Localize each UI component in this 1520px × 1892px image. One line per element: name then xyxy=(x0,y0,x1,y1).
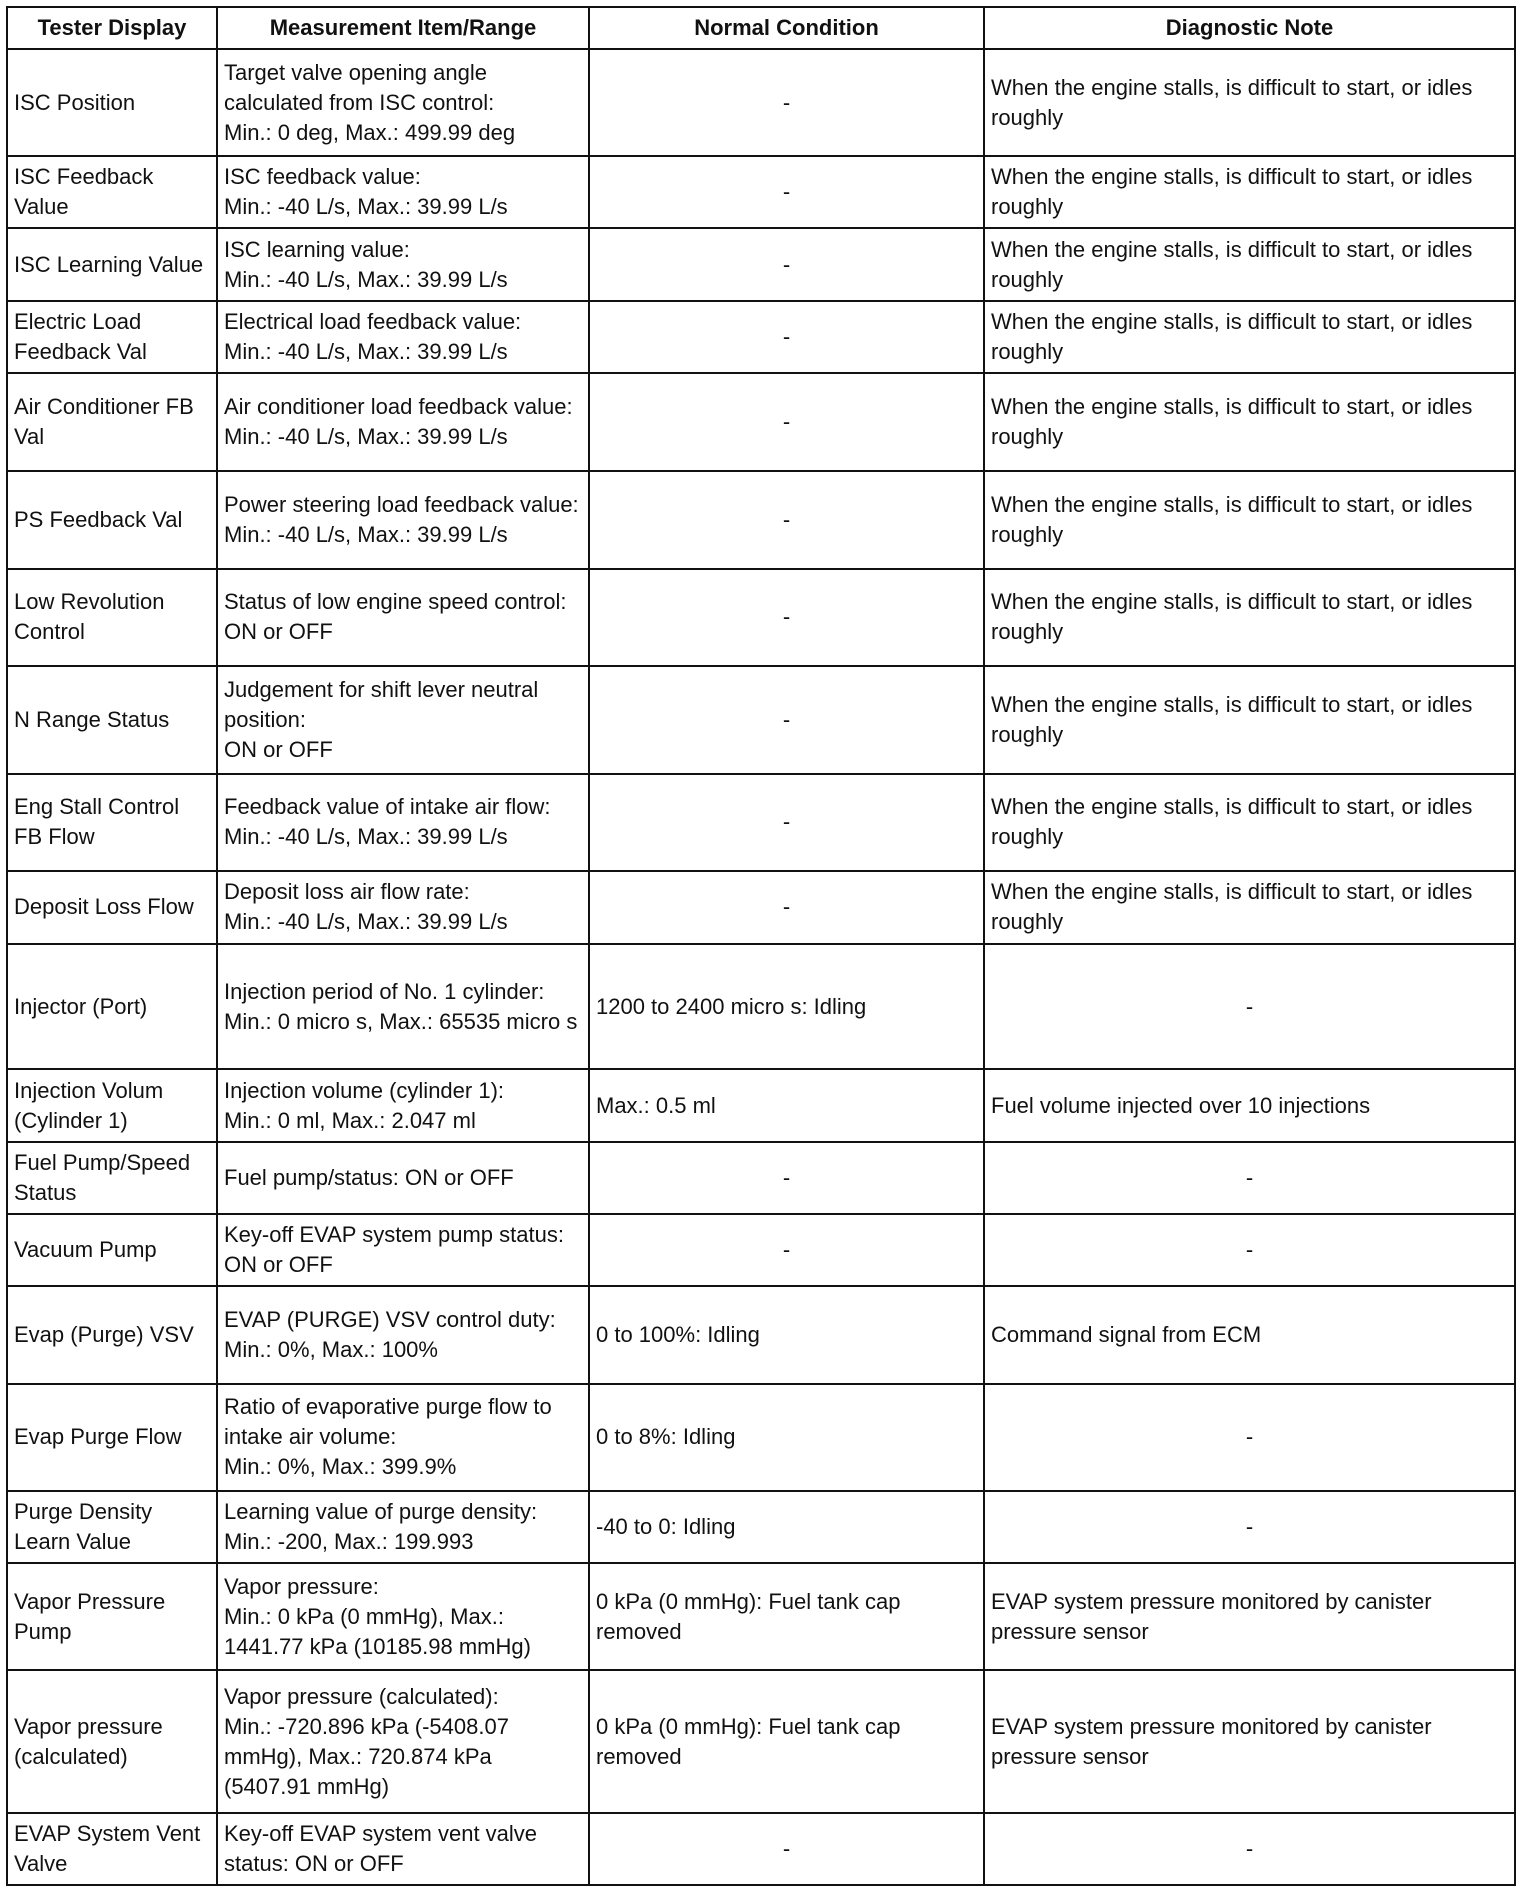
cell-diagnostic-note: - xyxy=(984,1384,1515,1491)
cell-measurement-item: Fuel pump/status: ON or OFF xyxy=(217,1142,589,1214)
cell-diagnostic-note: When the engine stalls, is difficult to start, or idles roughly xyxy=(984,228,1515,300)
cell-diagnostic-note: - xyxy=(984,944,1515,1070)
table-row xyxy=(7,774,1515,872)
cell-measurement-item: Injection period of No. 1 cylinder: Min.: 0 micro s, Max.: 65535 micro s xyxy=(217,944,589,1070)
cell-tester-display: ISC Feedback Value xyxy=(7,156,217,228)
cell-measurement-item: Status of low engine speed control: ON or OFF xyxy=(217,569,589,667)
cell-measurement-item: Electrical load feedback value: Min.: -40 L/s, Max.: 39.99 L/s xyxy=(217,301,589,373)
table-body xyxy=(7,49,1515,1885)
data-list-table-container xyxy=(6,6,1514,1886)
cell-tester-display: Vacuum Pump xyxy=(7,1214,217,1286)
cell-normal-condition: Max.: 0.5 ml xyxy=(589,1069,984,1141)
table-row xyxy=(7,1813,1515,1885)
cell-normal-condition: - xyxy=(589,301,984,373)
cell-normal-condition: - xyxy=(589,471,984,569)
cell-diagnostic-note: Command signal from ECM xyxy=(984,1286,1515,1384)
table-row xyxy=(7,49,1515,156)
cell-diagnostic-note: When the engine stalls, is difficult to start, or idles roughly xyxy=(984,774,1515,872)
cell-measurement-item: Key-off EVAP system pump status: ON or OFF xyxy=(217,1214,589,1286)
cell-normal-condition: - xyxy=(589,1813,984,1885)
cell-normal-condition: - xyxy=(589,373,984,471)
table-row xyxy=(7,1286,1515,1384)
cell-diagnostic-note: - xyxy=(984,1142,1515,1214)
cell-diagnostic-note: - xyxy=(984,1813,1515,1885)
cell-diagnostic-note: When the engine stalls, is difficult to start, or idles roughly xyxy=(984,471,1515,569)
table-row xyxy=(7,569,1515,667)
table-row xyxy=(7,871,1515,943)
table-row xyxy=(7,1491,1515,1563)
table-row xyxy=(7,156,1515,228)
cell-diagnostic-note: EVAP system pressure monitored by canister pressure sensor xyxy=(984,1563,1515,1670)
table-row xyxy=(7,373,1515,471)
cell-diagnostic-note: When the engine stalls, is difficult to start, or idles roughly xyxy=(984,373,1515,471)
cell-normal-condition: -40 to 0: Idling xyxy=(589,1491,984,1563)
table-row xyxy=(7,1670,1515,1812)
header-normal-condition: Normal Condition xyxy=(589,7,984,49)
cell-normal-condition: 0 kPa (0 mmHg): Fuel tank cap removed xyxy=(589,1563,984,1670)
cell-tester-display: EVAP System Vent Valve xyxy=(7,1813,217,1885)
cell-tester-display: Low Revolution Control xyxy=(7,569,217,667)
cell-tester-display: Purge Density Learn Value xyxy=(7,1491,217,1563)
cell-diagnostic-note: - xyxy=(984,1214,1515,1286)
data-list-table xyxy=(6,6,1516,1886)
cell-normal-condition: - xyxy=(589,156,984,228)
cell-measurement-item: Deposit loss air flow rate: Min.: -40 L/s, Max.: 39.99 L/s xyxy=(217,871,589,943)
cell-measurement-item: Feedback value of intake air flow: Min.: -40 L/s, Max.: 39.99 L/s xyxy=(217,774,589,872)
cell-measurement-item: Target valve opening angle calculated from ISC control: Min.: 0 deg, Max.: 499.99 deg xyxy=(217,49,589,156)
cell-measurement-item: Injection volume (cylinder 1): Min.: 0 ml, Max.: 2.047 ml xyxy=(217,1069,589,1141)
cell-measurement-item: ISC learning value: Min.: -40 L/s, Max.: 39.99 L/s xyxy=(217,228,589,300)
cell-measurement-item: Judgement for shift lever neutral position: ON or OFF xyxy=(217,666,589,773)
cell-tester-display: Deposit Loss Flow xyxy=(7,871,217,943)
cell-diagnostic-note: Fuel volume injected over 10 injections xyxy=(984,1069,1515,1141)
cell-normal-condition: 1200 to 2400 micro s: Idling xyxy=(589,944,984,1070)
cell-normal-condition: - xyxy=(589,49,984,156)
table-row xyxy=(7,1142,1515,1214)
cell-diagnostic-note: When the engine stalls, is difficult to start, or idles roughly xyxy=(984,301,1515,373)
cell-diagnostic-note: When the engine stalls, is difficult to start, or idles roughly xyxy=(984,156,1515,228)
table-row xyxy=(7,1384,1515,1491)
header-measurement-item: Measurement Item/Range xyxy=(217,7,589,49)
table-row xyxy=(7,1214,1515,1286)
cell-measurement-item: Ratio of evaporative purge flow to intake air volume: Min.: 0%, Max.: 399.9% xyxy=(217,1384,589,1491)
cell-normal-condition: - xyxy=(589,1214,984,1286)
cell-diagnostic-note: EVAP system pressure monitored by canister pressure sensor xyxy=(984,1670,1515,1812)
header-row xyxy=(7,7,1515,49)
cell-tester-display: ISC Learning Value xyxy=(7,228,217,300)
header-diagnostic-note: Diagnostic Note xyxy=(984,7,1515,49)
cell-tester-display: ISC Position xyxy=(7,49,217,156)
cell-tester-display: Fuel Pump/Speed Status xyxy=(7,1142,217,1214)
cell-normal-condition: - xyxy=(589,228,984,300)
cell-measurement-item: Key-off EVAP system vent valve status: ON or OFF xyxy=(217,1813,589,1885)
cell-normal-condition: - xyxy=(589,774,984,872)
cell-diagnostic-note: When the engine stalls, is difficult to start, or idles roughly xyxy=(984,49,1515,156)
cell-measurement-item: EVAP (PURGE) VSV control duty: Min.: 0%, Max.: 100% xyxy=(217,1286,589,1384)
cell-diagnostic-note: When the engine stalls, is difficult to start, or idles roughly xyxy=(984,569,1515,667)
cell-tester-display: Electric Load Feedback Val xyxy=(7,301,217,373)
table-row xyxy=(7,944,1515,1070)
table-row xyxy=(7,666,1515,773)
cell-tester-display: Evap (Purge) VSV xyxy=(7,1286,217,1384)
cell-normal-condition: 0 kPa (0 mmHg): Fuel tank cap removed xyxy=(589,1670,984,1812)
cell-diagnostic-note: When the engine stalls, is difficult to start, or idles roughly xyxy=(984,666,1515,773)
header-tester-display: Tester Display xyxy=(7,7,217,49)
cell-measurement-item: Vapor pressure: Min.: 0 kPa (0 mmHg), Max.: 1441.77 kPa (10185.98 mmHg) xyxy=(217,1563,589,1670)
table-row xyxy=(7,1069,1515,1141)
table-row xyxy=(7,471,1515,569)
cell-tester-display: Injector (Port) xyxy=(7,944,217,1070)
cell-tester-display: Eng Stall Control FB Flow xyxy=(7,774,217,872)
cell-tester-display: Evap Purge Flow xyxy=(7,1384,217,1491)
cell-tester-display: Injection Volum (Cylinder 1) xyxy=(7,1069,217,1141)
cell-measurement-item: Power steering load feedback value: Min.: -40 L/s, Max.: 39.99 L/s xyxy=(217,471,589,569)
cell-measurement-item: Vapor pressure (calculated): Min.: -720.896 kPa (-5408.07 mmHg), Max.: 720.874 kPa (5407.91 mmHg) xyxy=(217,1670,589,1812)
cell-normal-condition: 0 to 100%: Idling xyxy=(589,1286,984,1384)
cell-tester-display: Air Conditioner FB Val xyxy=(7,373,217,471)
cell-tester-display: PS Feedback Val xyxy=(7,471,217,569)
cell-normal-condition: 0 to 8%: Idling xyxy=(589,1384,984,1491)
cell-diagnostic-note: - xyxy=(984,1491,1515,1563)
cell-normal-condition: - xyxy=(589,666,984,773)
cell-tester-display: Vapor pressure (calculated) xyxy=(7,1670,217,1812)
table-row xyxy=(7,228,1515,300)
table-row xyxy=(7,301,1515,373)
table-row xyxy=(7,1563,1515,1670)
cell-normal-condition: - xyxy=(589,1142,984,1214)
cell-normal-condition: - xyxy=(589,569,984,667)
cell-measurement-item: Air conditioner load feedback value: Min.: -40 L/s, Max.: 39.99 L/s xyxy=(217,373,589,471)
cell-measurement-item: Learning value of purge density: Min.: -200, Max.: 199.993 xyxy=(217,1491,589,1563)
cell-tester-display: N Range Status xyxy=(7,666,217,773)
cell-tester-display: Vapor Pressure Pump xyxy=(7,1563,217,1670)
cell-measurement-item: ISC feedback value: Min.: -40 L/s, Max.: 39.99 L/s xyxy=(217,156,589,228)
cell-normal-condition: - xyxy=(589,871,984,943)
cell-diagnostic-note: When the engine stalls, is difficult to start, or idles roughly xyxy=(984,871,1515,943)
